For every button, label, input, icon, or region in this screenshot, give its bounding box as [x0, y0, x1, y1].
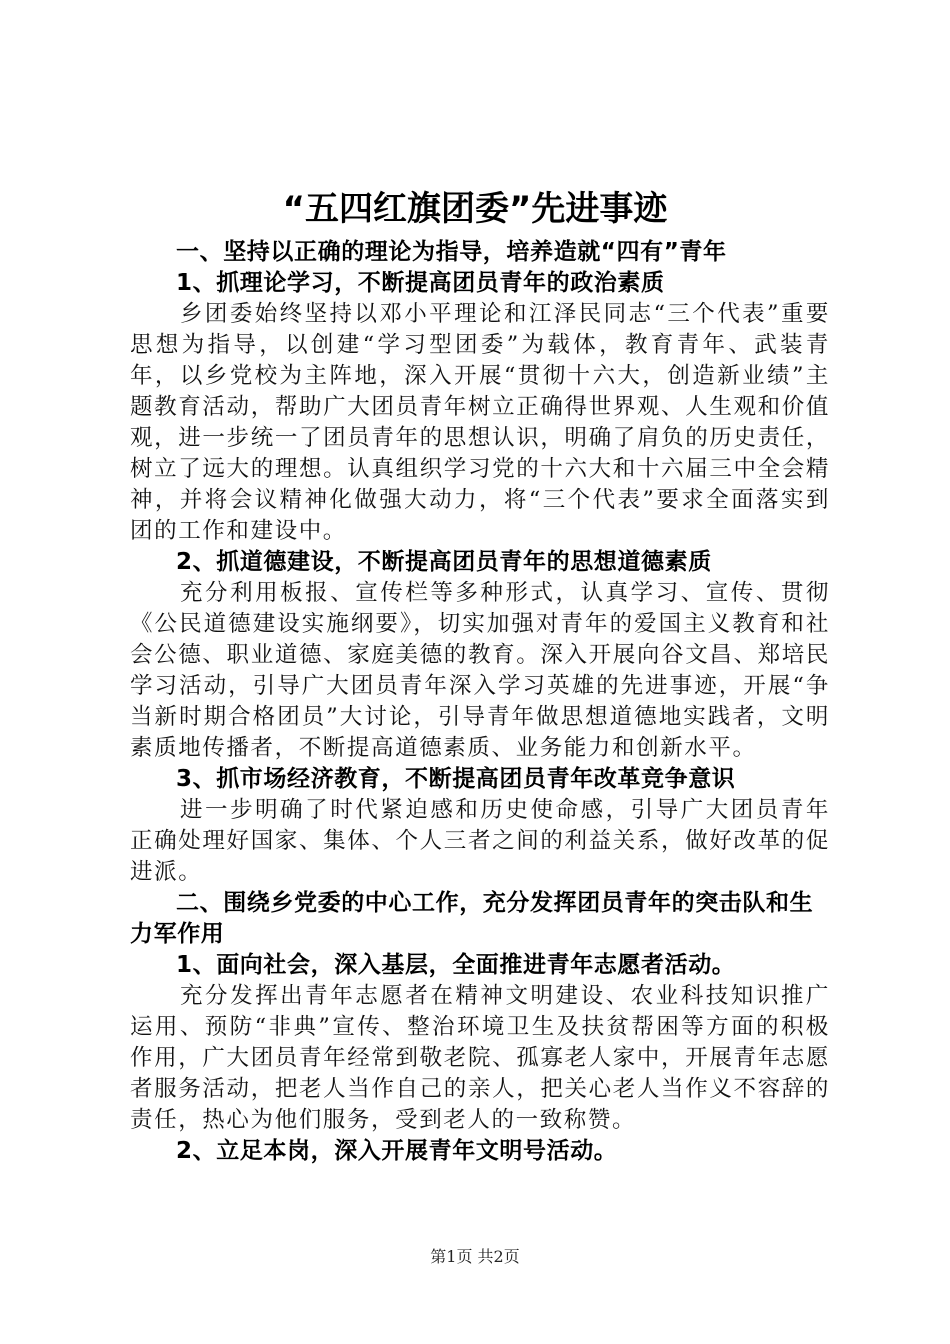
body-paragraph: 进一步明确了时代紧迫感和历史使命感，引导广大团员青年正确处理好国家、集体、个人三者之间的利益关系，做好改革的促进派。: [130, 797, 830, 885]
document-body: [130, 237, 830, 1167]
subsection-heading: 2、立足本岗，深入开展青年文明号活动。: [176, 1138, 618, 1164]
page-footer: 第1页 共2页: [430, 1247, 520, 1266]
subsection-heading: 1、面向社会，深入基层，全面推进青年志愿者活动。: [176, 952, 736, 978]
body-paragraph: 充分利用板报、宣传栏等多种形式，认真学习、宣传、贯彻《公民道德建设实施纲要》，切实加强对青年的爱国主义教育和社会公德、职业道德、家庭美德的教育。深入开展向谷文昌、郑培民学习活动，引导广大团员青年深入学习英雄的先进事迹，开展“争当新时期合格团员”大讨论，引导青年做思想道德地实践者，文明素质地传播者，不断提高道德素质、业务能力和创新水平。: [130, 580, 830, 761]
body-paragraph: 乡团委始终坚持以邓小平理论和江泽民同志“三个代表”重要思想为指导，以创建“学习型团委”为载体，教育青年、武装青年，以乡党校为主阵地，深入开展“贯彻十六大，创造新业绩”主题教育活动，帮助广大团员青年树立正确得世界观、人生观和价值观，进一步统一了团员青年的思想认识，明确了肩负的历史责任，树立了远大的理想。认真组织学习党的十六大和十六届三中全会精神，并将会议精神化做强大动力，将“三个代表”要求全面落实到团的工作和建设中。: [130, 301, 830, 544]
body-paragraph: 充分发挥出青年志愿者在精神文明建设、农业科技知识推广运用、预防“非典”宣传、整治环境卫生及扶贫帮困等方面的积极作用，广大团员青年经常到敬老院、孤寡老人家中，开展青年志愿者服务活动，把老人当作自己的亲人，把关心老人当作义不容辞的责任，热心为他们服务，受到老人的一致称赞。: [130, 983, 830, 1133]
subsection-heading: 3、抓市场经济教育，不断提高团员青年改革竞争意识: [176, 766, 736, 792]
subsection-heading: 2、抓道德建设，不断提高团员青年的思想道德素质: [176, 549, 712, 575]
section-heading: 二、围绕乡党委的中心工作，充分发挥团员青年的突击队和生力军作用: [130, 890, 814, 947]
subsection-heading: 1、抓理论学习，不断提高团员青年的政治素质: [176, 270, 665, 296]
section-heading: 一、坚持以正确的理论为指导，培养造就“四有”青年: [176, 239, 727, 265]
document-title: “五四红旗团委”先进事迹: [282, 189, 668, 229]
